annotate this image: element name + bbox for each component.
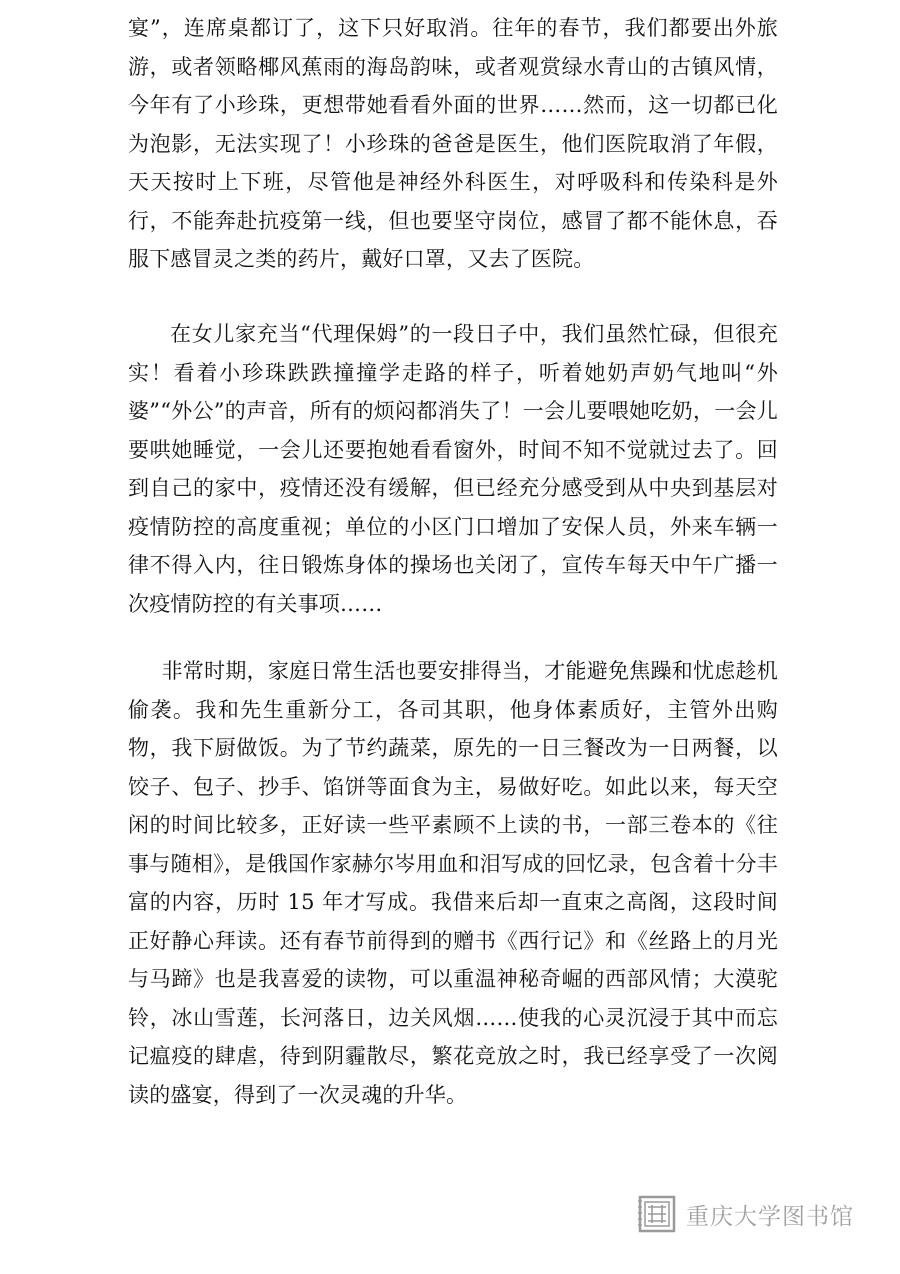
library-watermark xyxy=(638,1193,854,1235)
library-seal-icon xyxy=(638,1195,676,1233)
paragraph-1: 宴”，连席桌都订了，这下只好取消。往年的春节，我们都要出外旅游，或者领略椰风蕉雨的海岛韵味，或者观赏绿水青山的古镇风情，今年有了小珍珠，更想带她看看外面的世界……然而，这一切都已化为泡影，无法实现了！小珍珠的爸爸是医生，他们医院取消了年假，天天按时上下班，尽管他是神经外科医生，对呼吸科和传染科是外行，不能奔赴抗疫第一线，但也要坚守岗位，感冒了都不能休息，吞服下感冒灵之类的药片，戴好口罩，又去了医院。 xyxy=(128,16,778,271)
paragraph-3: 非常时期，家庭日常生活也要安排得当，才能避免焦躁和忧虑趁机偷袭。我和先生重新分工，各司其职，他身体素质好，主管外出购物，我下厨做饭。为了节约蔬菜，原先的一日三餐改为一日两餐，以饺子、包子、抄手、馅饼等面食为主，易做好吃。如此以来，每天空闲的时间比较多，正好读一些平素顾不上读的书，一部三卷本的《往事与随相》，是俄国作家赫尔岑用血和泪写成的回忆录，包含着十分丰富的内容，历时 15 年才写成。我借来后却一直束之高阁，这段时间正好静心拜读。还有春节前得到的赠书《西行记》和《丝路上的月光与马蹄》也是我喜爱的读物，可以重温神秘奇崛的西部风情；大漠驼铃，冰山雪莲，长河落日，边关风烟……使我的心灵沉浸于其中而忘记瘟疫的肆虐，待到阴霾散尽，繁花竞放之时，我已经享受了一次阅读的盛宴，得到了一次灵魂的升华。 xyxy=(128,659,778,1107)
paragraph-2: 在女儿家充当“代理保姆”的一段日子中，我们虽然忙碌，但很充实！看着小珍珠跌跌撞撞学走路的样子，听着她奶声奶气地叫“外婆”“外公”的声音，所有的烦闷都消失了！一会儿要喂她吃奶，一会儿要哄她睡觉，一会儿还要抱她看看窗外，时间不知不觉就过去了。回到自己的家中，疫情还没有缓解，但已经充分感受到从中央到基层对疫情防控的高度重视；单位的小区门口增加了安保人员，外来车辆一律不得入内，往日锻炼身体的操场也关闭了，宣传车每天中午广播一次疫情防控的有关事项…… xyxy=(128,322,778,616)
watermark-text: 重庆大学图书馆 xyxy=(686,1203,854,1230)
